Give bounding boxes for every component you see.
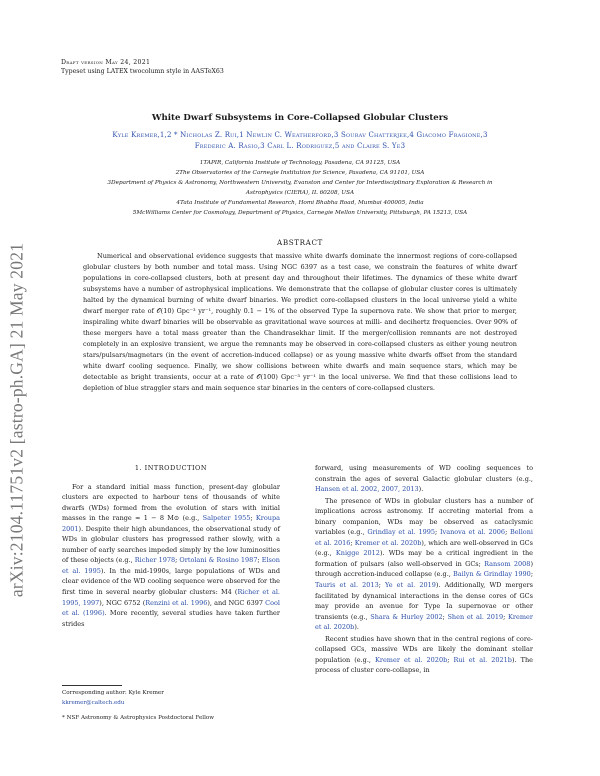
citation-link[interactable]: Cool et al. (1996) [62, 598, 281, 618]
citation-link[interactable]: Renzini et al. 1996 [145, 598, 208, 607]
citation-link[interactable]: Grindlay et al. 1995 [367, 528, 435, 537]
citation-link[interactable]: Richer et al. 1995, 1997 [62, 588, 280, 607]
text-run: The presence of WDs in globular clusters has a number of implications across astronomy. If accreting material from a binary companion, WDs may be observed as cataclysmic variables (e.g., [315, 496, 533, 537]
arxiv-id: arXiv:2104.11751v2 [astro-ph.GA] 21 May 2021 [6, 242, 27, 598]
citation-link[interactable]: Shara & Hurley 2002 [370, 612, 443, 621]
text-run: ; [503, 612, 509, 621]
affiliation-1: 1TAPIR, California Institute of Technology, Pasadena, CA 91125, USA [199, 160, 401, 166]
text-run: ), NGC 6752 ( [99, 598, 146, 607]
text-run: ; [250, 514, 256, 523]
text-run: ; [442, 612, 448, 621]
citation-link[interactable]: Bailyn & Grindlay 1990 [453, 570, 531, 579]
paper-title: White Dwarf Subsystems in Core-Collapsed Globular Clusters [151, 113, 449, 123]
text-run: ), which are well-observed in GCs (e.g., [315, 538, 533, 558]
author-line-2[interactable]: Frederic A. Rasio,3 Carl L. Rodriguez,5 and Claire S. Ye3 [194, 142, 406, 150]
citation-link[interactable]: Belloni et al. 2016 [315, 528, 533, 547]
citation-link[interactable]: Elson et al. 1995 [62, 556, 280, 575]
text-run: ; [350, 538, 355, 547]
text-run: ; [257, 556, 262, 565]
citation-link[interactable]: Hansen et al. 2002, 2007, 2013 [315, 485, 419, 494]
citation-link[interactable]: Kremer et al. 2020b [315, 612, 533, 632]
corresponding-author: Corresponding author: Kyle Kremer [62, 690, 164, 696]
text-run: ). [418, 485, 424, 494]
text-run: forward, using measurements of WD cooling sequences to constrain the ages of several Galactic globular clusters (e.g., [315, 464, 533, 483]
text-run: Recent studies have shown that in the central regions of core-collapsed GCs, massive WDs are likely the dominant stellar population (e.g., [315, 634, 533, 664]
citation-link[interactable]: Richer 1978 [134, 556, 176, 565]
footnote-divider [62, 685, 122, 686]
section-heading-introduction: 1. INTRODUCTION [134, 464, 208, 472]
affiliation-2: 2The Observatories of the Carnegie Institution for Science, Pasadena, CA 91101, USA [175, 170, 425, 176]
author-line-1[interactable]: Kyle Kremer,1,2 * Nicholas Z. Rui,1 Newlin C. Weatherford,3 Sourav Chatterjee,4 Giacomo Fragione,3 [112, 131, 488, 139]
intro-paragraph-2 [315, 496, 533, 633]
fellowship-footnote: * NSF Astronomy & Astrophysics Postdoctoral Fellow [62, 715, 215, 721]
arxiv-identifier-sidebar [2, 140, 32, 700]
text-run: ) through accretion-induced collapse (e.g., [315, 559, 533, 579]
citation-link[interactable]: Ivanova et al. 2006 [439, 528, 506, 537]
abstract-heading: ABSTRACT [277, 238, 323, 247]
text-run: ; [505, 528, 511, 537]
citation-link[interactable]: Knigge 2012 [335, 549, 380, 558]
text-run: ), and NGC 6397 [207, 598, 266, 607]
citation-link[interactable]: Kroupa 2001 [62, 514, 281, 533]
text-run: ). Additionally, WD mergers facilitated by dynamical interactions in the dense cores of GCs may provide an avenue for Type Ia supernovae or other transients (e.g., [315, 581, 533, 621]
citation-link[interactable]: Ye et al. 2019 [385, 581, 436, 590]
text-run: ). The process of cluster core-collapse, in [315, 655, 533, 675]
intro-paragraph-3 [315, 634, 533, 676]
affiliation-3: 3Department of Physics & Astronomy, Northwestern University, Evanston and Center for Interdisciplinary Exploration & Research in [107, 180, 493, 186]
citation-link[interactable]: Kremer et al. 2020b [375, 655, 448, 664]
footnotes [62, 689, 292, 724]
text-run: ). Despite their high abundances, the observational study of WDs in globular clusters has progressed rather slowly, with a number of early searches impeded simply by the low luminosities of these objects (e.g., [62, 524, 280, 565]
text-run: ). In the mid-1990s, large populations of WDs and clear evidence of the WD cooling sequence were observed for the first time in several nearby globular clusters: M4 ( [62, 566, 280, 597]
text-run: ; [530, 570, 534, 579]
citation-link[interactable]: Shen et al. 2019 [447, 612, 504, 621]
typeset-note: Typeset using LATEX twocolumn style in AASTeX63 [61, 67, 224, 75]
affiliation-4: 4Tata Institute of Fundamental Research, Homi Bhabha Road, Mumbai 400005, India [176, 200, 424, 206]
citation-link[interactable]: Rui et al. 2021b [453, 655, 512, 664]
affiliation-3-cont: Astrophysics (CIERA), IL 60208, USA [245, 190, 355, 196]
right-column [315, 463, 533, 676]
text-run: ; [447, 655, 454, 664]
draft-header [61, 59, 224, 76]
citation-link[interactable]: Ortolani & Rosino 1987 [179, 556, 258, 565]
citation-link[interactable]: Tauris et al. 2013 [315, 581, 379, 590]
text-run: ). [354, 623, 359, 632]
text-run: ). WDs may be a critical ingredient in the formation of pulsars (also well-observed in GCs; [315, 549, 534, 568]
citation-link[interactable]: Kremer et al. 2020b [354, 538, 422, 547]
text-run: ; [435, 528, 440, 537]
text-run: ; [378, 581, 385, 590]
left-column [62, 463, 280, 629]
draft-version: Draft version May 24, 2021 [61, 59, 151, 66]
text-run: ; [175, 556, 180, 565]
intro-paragraph-1-cont [315, 463, 533, 495]
author-list [64, 130, 536, 152]
text-run: For a standard initial mass function, present-day globular clusters are expected to harbour tens of thousands of white dwarfs (WDs) formed from the evolution of stars with initial masses in the range ≈ 1 − 8 M⊙ (e.g., [62, 482, 280, 523]
intro-paragraph-1 [62, 482, 280, 630]
text-run: . More recently, several studies have taken further strides [62, 609, 280, 628]
author-email-link[interactable]: kkremer@caltech.edu [62, 699, 125, 706]
abstract-text: Numerical and observational evidence suggests that massive white dwarfs dominate the innermost regions of core-collapsed globular clusters by both number and total mass. Using NGC 6397 as a test case, we constrain the features of white dwarf populations in core-collapsed clusters, both at present day and throughout their lifetimes. The dynamics of these white dwarf subsystems have a number of astrophysical implications. We demonstrate that the collapse of globular cluster cores is ultimately halted by the dynamical burning of white dwarf binaries. We predict core-collapsed clusters in the local universe yield a white dwarf merger rate of 𝒪(10) Gpc⁻³ yr⁻¹, roughly 0.1 − 1% of the observed Type Ia supernova rate. We show that prior to merger, inspiraling white dwarf binaries will be observable as gravitational wave sources at milli- and decihertz frequencies. Over 90% of these mergers have a total mass greater than the Chandrasekhar limit. If the merger/collision remnants are not destroyed completely in an explosive transient, we argue the remnants may be observed in core-collapsed clusters as either young neutron stars/pulsars/magnetars (in the event of accretion-induced collapse) or as young massive white dwarfs offset from the standard white dwarf cooling sequence. Finally, we show collisions between white dwarfs and main sequence stars, which may be detectable as bright transients, occur at a rate of 𝒪(100) Gpc⁻³ yr⁻¹ in the local universe. We find that these collisions lead to depletion of blue straggler stars and main sequence star binaries in the centers of core-collapsed clusters. [83, 252, 517, 393]
citation-link[interactable]: Salpeter 1955 [202, 514, 251, 523]
affiliations [60, 158, 540, 218]
affiliation-5: 5McWilliams Center for Cosmology, Department of Physics, Carnegie Mellon University, Pittsburgh, PA 15213, USA [132, 210, 468, 216]
citation-link[interactable]: Ransom 2008 [484, 559, 531, 568]
